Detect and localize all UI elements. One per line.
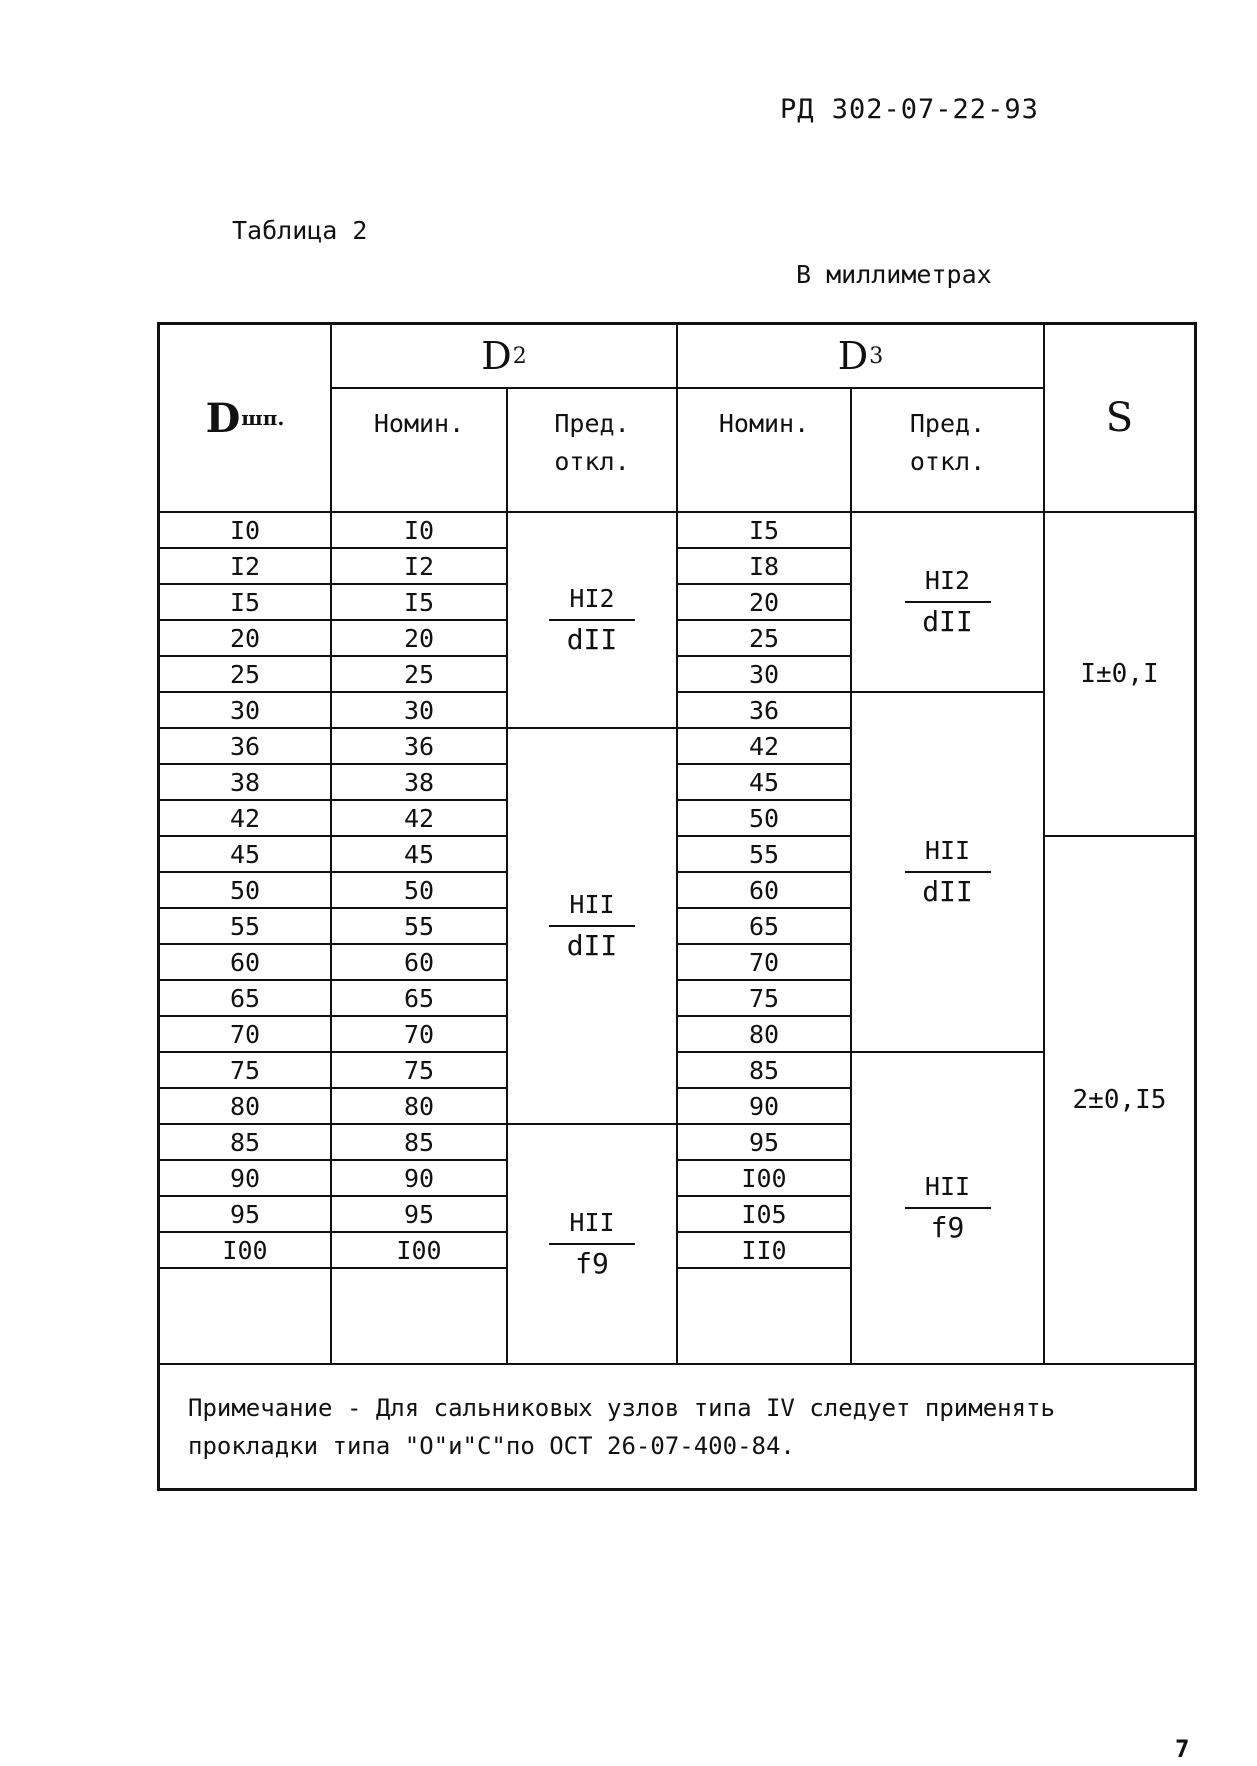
d2-nominal-value: 65 — [332, 981, 508, 1017]
dshp-value: 36 — [160, 729, 332, 765]
dshp-value: 50 — [160, 873, 332, 909]
table-spacer-cell — [678, 1269, 852, 1365]
d3-nominal-value: 20 — [678, 585, 852, 621]
d3-nominal-value: 45 — [678, 765, 852, 801]
dshp-value: 30 — [160, 693, 332, 729]
dshp-value: 80 — [160, 1089, 332, 1125]
d3-tolerance-group: $\frac{\text{HII}}{\text{dII}}$ — [852, 693, 1045, 1053]
dshp-value: 95 — [160, 1197, 332, 1233]
d2-nominal-header: Номин. — [332, 389, 508, 513]
d3-nominal-value: 30 — [678, 657, 852, 693]
document-code: РД 302-07-22-93 — [780, 94, 1039, 125]
d3-nominal-value: I8 — [678, 549, 852, 585]
table-note: Примечание - Для сальниковых узлов типа IV следует применять прокладки типа "О"и"С"по ОСТ 26-07-400-84. — [188, 1394, 1055, 1460]
d2-nominal-value: 55 — [332, 909, 508, 945]
d3-nominal-value: 65 — [678, 909, 852, 945]
dshp-value: 38 — [160, 765, 332, 801]
d2-nominal-value: 85 — [332, 1125, 508, 1161]
d2-tolerance-group: $\frac{\text{HII}}{f9}$ — [508, 1125, 678, 1365]
d3-tolerance-header: Пред. откл. — [852, 389, 1045, 513]
dshp-value: I00 — [160, 1233, 332, 1269]
dshp-header: D шп. — [160, 325, 332, 513]
s-header: S — [1045, 325, 1194, 513]
dshp-value: 60 — [160, 945, 332, 981]
d2-nominal-value: 95 — [332, 1197, 508, 1233]
d3-nominal-value: 90 — [678, 1089, 852, 1125]
d2-nominal-value: 80 — [332, 1089, 508, 1125]
d2-nominal-value: I2 — [332, 549, 508, 585]
table-spacer-cell — [332, 1269, 508, 1365]
d2-nominal-value: 25 — [332, 657, 508, 693]
units-note: В миллиметрах — [796, 260, 992, 289]
d3-nominal-value: 75 — [678, 981, 852, 1017]
d3-nominal-value: I00 — [678, 1161, 852, 1197]
dshp-value: 75 — [160, 1053, 332, 1089]
dshp-value: 65 — [160, 981, 332, 1017]
dshp-value: 45 — [160, 837, 332, 873]
dshp-value: 55 — [160, 909, 332, 945]
d3-nominal-value: 85 — [678, 1053, 852, 1089]
d2-tolerance-header: Пред. откл. — [508, 389, 678, 513]
d3-nominal-value: 42 — [678, 729, 852, 765]
d2-nominal-value: 60 — [332, 945, 508, 981]
d2-nominal-value: I5 — [332, 585, 508, 621]
d2-tolerance-group: $\frac{HI2}{\text{dII}}$ — [508, 513, 678, 729]
d2-nominal-value: 70 — [332, 1017, 508, 1053]
d2-nominal-value: 38 — [332, 765, 508, 801]
d2-tolerance-group: $\frac{\text{HII}}{\text{dII}}$ — [508, 729, 678, 1125]
d3-nominal-value: 70 — [678, 945, 852, 981]
d3-nominal-value: 36 — [678, 693, 852, 729]
table-caption: Таблица 2 — [232, 216, 368, 245]
d3-nominal-value: 55 — [678, 837, 852, 873]
d2-nominal-value: I00 — [332, 1233, 508, 1269]
d2-nominal-value: 90 — [332, 1161, 508, 1197]
d3-nominal-value: 80 — [678, 1017, 852, 1053]
s-value: I±0,I — [1045, 513, 1194, 837]
d2-nominal-value: 50 — [332, 873, 508, 909]
d3-tolerance-group: $\frac{\text{HII}}{f9}$ — [852, 1053, 1045, 1365]
dimensions-table — [157, 322, 1197, 1491]
d2-nominal-value: I0 — [332, 513, 508, 549]
d3-tolerance-group: $\frac{HI2}{\text{dII}}$ — [852, 513, 1045, 693]
dshp-value: 20 — [160, 621, 332, 657]
d2-nominal-value: 30 — [332, 693, 508, 729]
d2-nominal-value: 20 — [332, 621, 508, 657]
dshp-value: 90 — [160, 1161, 332, 1197]
dshp-value: 42 — [160, 801, 332, 837]
dshp-value: 25 — [160, 657, 332, 693]
s-value: 2±0,I5 — [1045, 837, 1194, 1365]
page-number: 7 — [1175, 1735, 1190, 1763]
d3-nominal-header: Номин. — [678, 389, 852, 513]
dshp-value: I2 — [160, 549, 332, 585]
d2-header: D 2 — [332, 325, 678, 389]
d3-nominal-value: 95 — [678, 1125, 852, 1161]
table-spacer-cell — [160, 1269, 332, 1365]
d3-nominal-value: 25 — [678, 621, 852, 657]
d2-nominal-value: 75 — [332, 1053, 508, 1089]
d2-nominal-value: 42 — [332, 801, 508, 837]
d3-nominal-value: I05 — [678, 1197, 852, 1233]
d3-nominal-value: II0 — [678, 1233, 852, 1269]
d3-nominal-value: 50 — [678, 801, 852, 837]
dshp-value: 70 — [160, 1017, 332, 1053]
dshp-value: I5 — [160, 585, 332, 621]
d3-nominal-value: 60 — [678, 873, 852, 909]
dshp-value: 85 — [160, 1125, 332, 1161]
d3-header: D 3 — [678, 325, 1045, 389]
d2-nominal-value: 36 — [332, 729, 508, 765]
d2-nominal-value: 45 — [332, 837, 508, 873]
dshp-value: I0 — [160, 513, 332, 549]
d3-nominal-value: I5 — [678, 513, 852, 549]
